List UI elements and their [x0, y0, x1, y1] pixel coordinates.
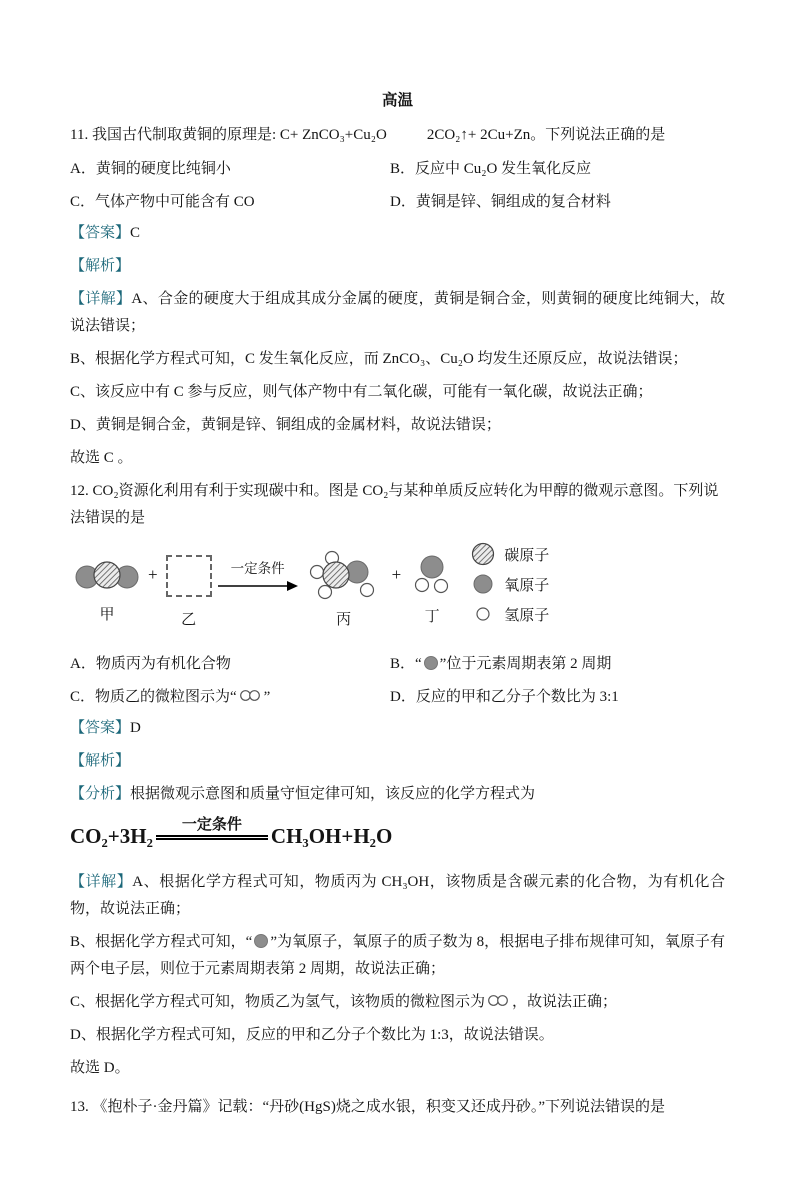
q11-analysis-line: [70, 253, 725, 280]
q12-options-row-cd: [70, 683, 725, 712]
oxygen-atom-inline-icon: [424, 656, 438, 670]
q12-options-row-ab: [70, 650, 725, 679]
h2-molecule-inline-icon-2: [487, 994, 510, 1007]
oxygen-atom-icon: [471, 572, 495, 596]
legend-hydrogen: [471, 602, 549, 626]
q12-analysis-text-line: [70, 781, 725, 808]
water-molecule-icon: [409, 551, 455, 601]
oxygen-atom-inline-icon-2: [254, 934, 268, 948]
label-ding: 丁: [424, 608, 440, 625]
q12-stem: 12. CO₂资源化利用有利于实现碳中和。图是 CO₂与某种单质反应转化为甲醇的微观示意图。下列说法错误的是: [70, 483, 719, 526]
equation-right: CH₃OH+H₂O: [270, 824, 393, 848]
reaction-arrow: [218, 557, 298, 593]
q12-detail-d: D、根据化学方程式可知，反应的甲和乙分子个数比为 1:3，故说法错误。: [70, 1027, 554, 1043]
q12-detail-c-pre: C、根据化学方程式可知，物质乙为氢气，该物质的微粒图示为: [70, 994, 486, 1010]
legend-hydrogen-label: 氢原子: [504, 607, 550, 624]
carbon-atom-icon: [471, 542, 495, 566]
q11-detail-b: B、根据化学方程式可知，C 发生氧化反应，而 ZnCO₃、Cu₂O 均发生还原反应，故说法错误；: [70, 351, 688, 367]
q11-detail-label: 【详解】: [70, 291, 132, 307]
q12-answer-value: D: [130, 720, 141, 736]
q12-answer-label: 【答案】: [70, 720, 131, 736]
equation-left: CO₂+3H₂: [70, 824, 153, 848]
q11-detail-c: C、该反应中有 C 参与反应，则气体产物中有二氧化碳，可能有一氧化碳，故说法正确；: [70, 384, 653, 400]
q11-option-c: C．气体产物中可能含有 CO: [70, 193, 255, 210]
molecule-jia-co2: [74, 553, 140, 624]
q12-analysis-line: [70, 748, 725, 775]
label-bing: 丙: [336, 611, 352, 628]
legend-oxygen: [471, 572, 549, 596]
q11-analysis-label: 【解析】: [70, 258, 131, 274]
q12-conclusion: 故选 D。: [70, 1060, 130, 1076]
q11-option-b: B．反应中 Cu₂O 发生氧化反应: [390, 161, 592, 177]
q12-chemical-equation: [70, 817, 725, 849]
q12-detail-b-pre: B、根据化学方程式可知，“: [70, 934, 253, 950]
q12-answer-line: [70, 715, 725, 742]
q12-option-c-pre: C．物质乙的微粒图示为“: [70, 688, 237, 705]
q11-detail-d: D、黄铜是铜合金，黄铜是锌、铜组成的金属材料，故说法错误；: [70, 417, 501, 433]
q12-option-d: D．反应的甲和乙分子个数比为 3:1: [390, 688, 619, 705]
q12-detail-c: [70, 989, 725, 1016]
h2-molecule-inline-icon: [239, 689, 262, 702]
legend-oxygen-label: 氧原子: [504, 577, 550, 594]
q12-analysis-text: 根据微观示意图和质量守恒定律可知，该反应的化学方程式为: [130, 786, 536, 802]
q12-option-b-pre: B．“: [390, 656, 422, 672]
methanol-molecule-icon: [304, 548, 384, 604]
q11-stem-left: 11. 我国古代制取黄铜的原理是: C+ ZnCO₃+Cu₂O: [70, 127, 387, 143]
q12-option-a: A．物质丙为有机化合物: [70, 656, 231, 672]
q11-options-row-ab: [70, 155, 725, 184]
dashed-box-icon: [166, 555, 212, 597]
legend-carbon: [471, 542, 549, 566]
q12-detail-label: 【详解】: [70, 874, 133, 890]
q12-option-b-post: ”位于元素周期表第 2 周期: [439, 656, 612, 672]
q12-analysis-label: 【解析】: [70, 753, 131, 769]
molecule-yi-unknown: [166, 548, 212, 629]
equation-arrow: [156, 817, 268, 839]
q11-stem-right: 2CO₂↑+ 2Cu+Zn。下列说法正确的是: [426, 127, 666, 143]
arrow-condition-text: 一定条件: [230, 561, 285, 576]
q11-answer-value: C: [130, 225, 141, 241]
q11-detail-a-text: A、合金的硬度大于组成其成分金属的硬度，黄铜是铜合金，则黄铜的硬度比纯铜大，故说法错误；: [70, 291, 725, 334]
q11-conclusion: 故选 C 。: [70, 450, 133, 466]
q12-analysis2-label: 【分析】: [70, 786, 131, 802]
q11-answer-label: 【答案】: [70, 225, 131, 241]
label-yi: 乙: [181, 611, 197, 628]
q12-option-c-post: ”: [263, 688, 271, 705]
q11-reaction-condition: 高温: [381, 92, 413, 109]
equation-double-line: [156, 835, 268, 840]
q11-options-row-cd: [70, 188, 725, 217]
q12-option-c: [70, 683, 390, 712]
molecule-bing-methanol: [304, 548, 384, 629]
q12-micro-diagram: [74, 544, 725, 632]
co2-molecule-icon: [74, 553, 140, 599]
equation-condition: 一定条件: [181, 817, 242, 834]
molecule-ding-water: [409, 551, 455, 626]
q12-detail-b-post: ”为氧原子，氧原子的质子数为 8，根据电子排布规律可知，氧原子有两个电子层，则位于元素周期表第 2 周期，故说法正确；: [70, 934, 725, 977]
right-arrow-icon: [218, 579, 298, 593]
legend-carbon-label: 碳原子: [504, 547, 550, 564]
q12-detail-b: [70, 929, 725, 983]
q11-answer-line: [70, 220, 725, 247]
q11-detail-a: [70, 286, 725, 340]
q13-stem: 13. 《抱朴子·金丹篇》记载：“丹砂(HgS)烧之成水银，积变又还成丹砂。”下列说法错误的是: [70, 1099, 665, 1115]
atom-legend: [471, 542, 549, 632]
q12-detail-c-post: ，故说法正确；: [512, 994, 618, 1010]
label-jia: 甲: [99, 606, 115, 623]
q11-option-d: D．黄铜是锌、铜组成的复合材料: [390, 193, 611, 210]
q12-option-b: [390, 650, 725, 679]
plus-sign: +: [148, 565, 158, 584]
q11-option-a: A．黄铜的硬度比纯铜小: [70, 161, 231, 177]
hydrogen-atom-icon: [471, 602, 495, 626]
q12-detail-a: [70, 869, 725, 923]
q12-detail-a-text: A、根据化学方程式可知，物质丙为 CH₃OH，该物质是含碳元素的化合物，为有机化合物，故说法正确；: [70, 874, 725, 917]
q11-stem: [70, 122, 725, 149]
plus-sign-2: +: [391, 565, 402, 584]
